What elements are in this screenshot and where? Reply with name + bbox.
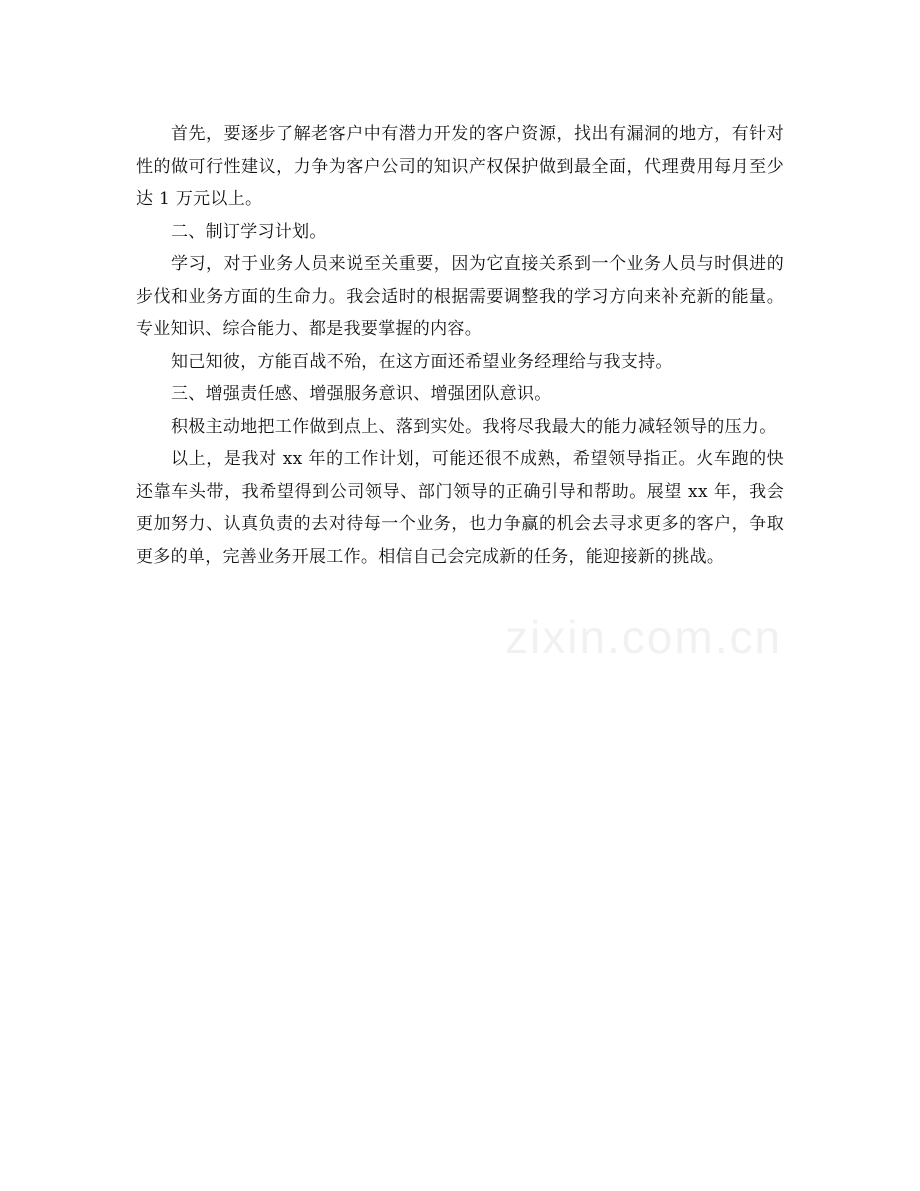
document-body <box>136 118 784 573</box>
paragraph-study: 学习，对于业务人员来说至关重要，因为它直接关系到一个业务人员与时俱进的步伐和业务方面的生命力。我会适时的根据需要调整我的学习方向来补充新的能量。专业知识、综合能力、都是我要掌握的内容。 <box>136 254 784 339</box>
paragraph-proactive: 积极主动地把工作做到点上、落到实处。我将尽我最大的能力减轻领导的压力。 <box>171 416 777 437</box>
paragraph-know-yourself: 知己知彼，方能百战不殆，在这方面还希望业务经理给与我支持。 <box>171 351 673 372</box>
paragraph-client-resources: 首先，要逐步了解老客户中有潜力开发的客户资源，找出有漏洞的地方，有针对性的做可行性建议，力争为客户公司的知识产权保护做到最全面，代理费用每月至少达 1 万元以上。 <box>136 124 784 209</box>
watermark-text: zixin.com.cn <box>505 611 783 663</box>
heading-study-plan: 二、制订学习计划。 <box>171 221 327 242</box>
paragraph-conclusion: 以上，是我对 xx 年的工作计划，可能还很不成熟，希望领导指正。火车跑的快还靠车头带，我希望得到公司领导、部门领导的正确引导和帮助。展望 xx 年，我会更加努力、认真负责的去对待每一个业务，也力争赢的机会去寻求更多的客户，争取更多的单，完善业务开展工作。相信自己会完成新的任务，能迎接新的挑战。 <box>136 449 784 567</box>
heading-responsibility: 三、增强责任感、增强服务意识、增强团队意识。 <box>171 384 552 404</box>
